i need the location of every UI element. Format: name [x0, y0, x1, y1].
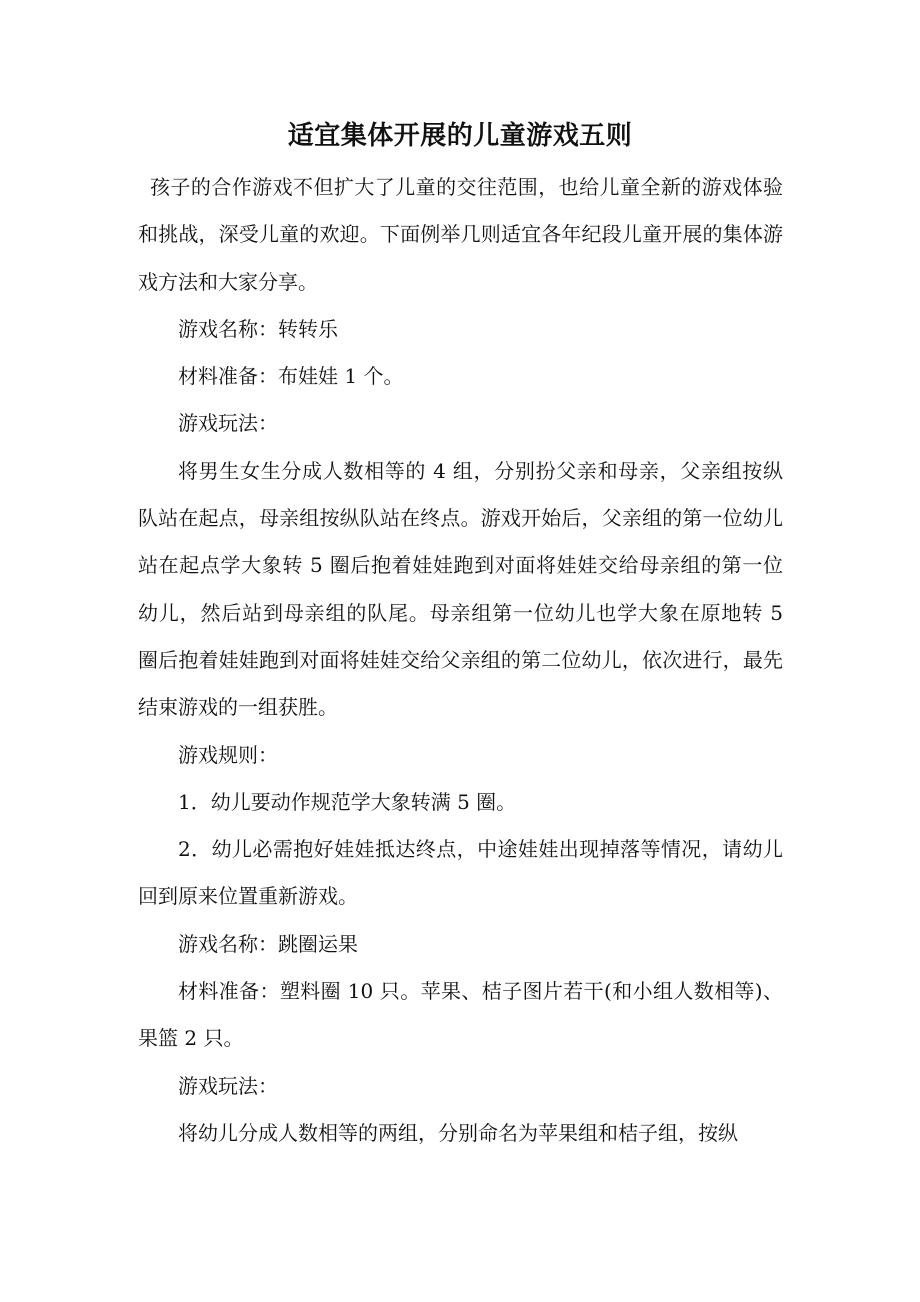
rule-item-2: 2．幼儿必需抱好娃娃抵达终点，中途娃娃出现掉落等情况，请幼儿回到原来位置重新游戏。: [138, 837, 783, 909]
rules-heading-1: 游戏规则：: [178, 742, 278, 767]
gameplay-heading-1: 游戏玩法：: [178, 411, 278, 436]
intro-paragraph: 孩子的合作游戏不但扩大了儿童的交往范围，也给儿童全新的游戏体验和挑战，深受儿童的欢迎。下面例举几则适宜各年纪段儿童开展的集体游戏方法和大家分享。: [138, 175, 783, 294]
gameplay-text-1: 将男生女生分成人数相等的 4 组，分别扮父亲和母亲，父亲组按纵队站在起点，母亲组按纵队站在终点。游戏开始后，父亲组的第一位幼儿站在起点学大象转 5 圈后抱着娃娃跑到对面将娃娃交给母亲组的第一位幼儿，然后站到母亲组的队尾。母亲组第一位幼儿也学大象在原地转 5 圈后抱着娃娃跑到对面将娃娃交给父亲组的第二位幼儿，依次进行，最先结束游戏的一组获胜。: [138, 458, 783, 720]
gameplay-heading-2: 游戏玩法：: [178, 1073, 278, 1098]
document-title: 适宜集体开展的儿童游戏五则: [287, 121, 633, 151]
rule-item-1: 1．幼儿要动作规范学大象转满 5 圈。: [178, 789, 517, 814]
document-body: [138, 164, 783, 1157]
game-name-1: 游戏名称：转转乐: [178, 316, 338, 341]
game-name-2: 游戏名称：跳圈运果: [178, 931, 358, 956]
materials-1: 材料准备：布娃娃 1 个。: [178, 364, 404, 389]
gameplay-text-2: 将幼儿分成人数相等的两组，分别命名为苹果组和桔子组，按纵: [178, 1120, 738, 1145]
materials-2: 材料准备：塑料圈 10 只。苹果、桔子图片若干(和小组人数相等)、果篮 2 只。: [138, 979, 783, 1051]
